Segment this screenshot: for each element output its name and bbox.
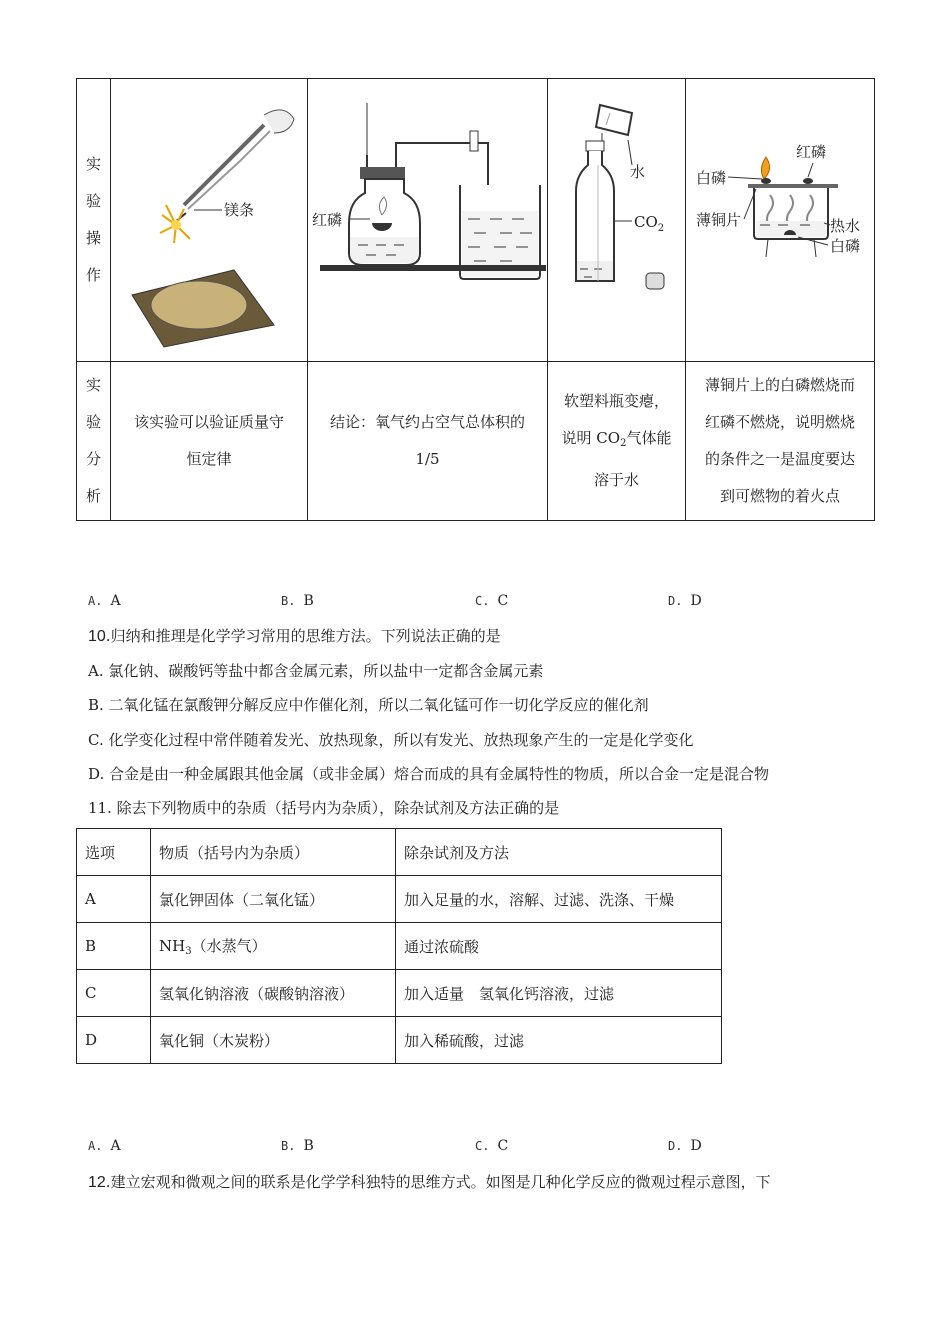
q10-option-b[interactable]: B. 二氧化锰在氯酸钾分解反应中作催化剂，所以二氧化锰可作一切化学反应的催化剂 [88, 696, 649, 714]
row-label-analysis: 实 验 分 析 [77, 362, 111, 521]
analysis-b: 结论：氧气约占空气总体积的 1/5 [308, 362, 548, 521]
figure-d-combustion [686, 79, 875, 362]
figure-b-oxygen-volume [308, 79, 548, 362]
q12-stem: 12.建立宏观和微观之间的联系是化学学科独特的思维方式。如图是几种化学反应的微观过程示意图，下 [88, 1173, 771, 1191]
analysis-d: 薄铜片上的白磷燃烧而 红磷不燃烧，说明燃烧 的条件之一是温度要达 到可燃物的着火点 [686, 362, 875, 521]
q9-option-d[interactable]: D. D [668, 593, 702, 609]
purification-table [76, 828, 722, 1064]
label-copper-sheet: 薄铜片 [695, 211, 741, 229]
label-water: 水 [629, 163, 645, 181]
label-white-phosphorus-top: 白磷 [695, 169, 726, 187]
q9-option-b[interactable]: B. B [281, 593, 314, 609]
label-co2: $CO_2$ [633, 213, 664, 234]
label-red-phosphorus-d: 红磷 [795, 143, 826, 161]
analysis-a: 该实验可以验证质量守 恒定律 [111, 362, 308, 521]
table-row: D 氧化铜（木炭粉） 加入稀硫酸，过滤 [77, 1017, 722, 1064]
analysis-c: 软塑料瓶变瘪， 说明 $CO_2$气体能 溶于水 [548, 362, 686, 521]
table-row: C 氢氧化钠溶液（碳酸钠溶液） 加入适量 氢氧化钙溶液，过滤 [77, 970, 722, 1017]
q11-option-a[interactable]: A. A [88, 1138, 121, 1154]
figure-a-magnesium [111, 79, 308, 362]
q10-option-a[interactable]: A. 氯化钠、碳酸钙等盐中都含金属元素，所以盐中一定都含金属元素 [88, 662, 544, 680]
label-hot-water: 热水 [829, 217, 860, 235]
q11-stem: 11. 除去下列物质中的杂质（括号内为杂质），除杂试剂及方法正确的是 [88, 799, 560, 817]
experiment-table [76, 78, 875, 521]
q11-option-c[interactable]: C. C [475, 1138, 509, 1154]
label-white-phosphorus-bottom: 白磷 [829, 237, 860, 255]
q10-option-d[interactable]: D. 合金是由一种金属跟其他金属（或非金属）熔合而成的具有金属特性的物质，所以合金一定是混合物 [88, 765, 770, 783]
table-header-row: 选项 物质（括号内为杂质） 除杂试剂及方法 [77, 829, 722, 876]
figure-c-co2-bottle [548, 79, 686, 362]
q11-option-d[interactable]: D. D [668, 1138, 702, 1154]
q10-option-c[interactable]: C. 化学变化过程中常伴随着发光、放热现象，所以有发光、放热现象产生的一定是化学变化 [88, 731, 694, 749]
q9-option-c[interactable]: C. C [475, 593, 509, 609]
row-label-operation: 实 验 操 作 [77, 79, 111, 362]
label-magnesium-strip: 镁条 [224, 201, 255, 219]
table-row: A 氯化钾固体（二氧化锰） 加入足量的水，溶解、过滤、洗涤、干燥 [77, 876, 722, 923]
q9-option-a[interactable]: A. A [88, 593, 121, 609]
table-row: B $NH_3$（水蒸气） 通过浓硫酸 [77, 923, 722, 970]
label-red-phosphorus: 红磷 [311, 211, 342, 229]
q10-stem: 10.归纳和推理是化学学习常用的思维方法。下列说法正确的是 [88, 627, 501, 645]
q11-option-b[interactable]: B. B [281, 1138, 314, 1154]
